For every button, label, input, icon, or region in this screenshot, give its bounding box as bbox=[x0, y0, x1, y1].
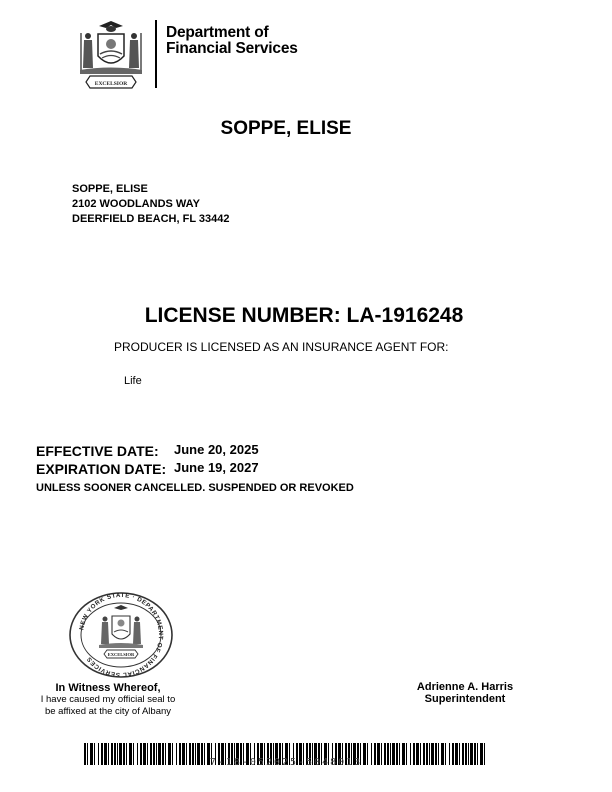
expiration-date-value: June 19, 2027 bbox=[174, 460, 259, 475]
address-city-state-zip: DEERFIELD BEACH, FL 33442 bbox=[72, 213, 230, 225]
signatory-name: Adrienne A. Harris bbox=[416, 681, 514, 693]
signatory-title: Superintendent bbox=[424, 693, 506, 705]
license-number: LICENSE NUMBER: LA-1916248 bbox=[144, 304, 464, 327]
address-name: SOPPE, ELISE bbox=[72, 183, 148, 195]
header-divider bbox=[155, 20, 157, 88]
effective-date-value: June 20, 2025 bbox=[174, 442, 259, 457]
coat-of-arms-logo-icon bbox=[76, 18, 146, 90]
witness-line-2: be affixed at the city of Albany bbox=[44, 706, 172, 717]
address-street: 2102 WOODLANDS WAY bbox=[72, 198, 200, 210]
producer-statement: PRODUCER IS LICENSED AS AN INSURANCE AGENT FOR: bbox=[114, 340, 449, 354]
official-seal-icon bbox=[69, 592, 173, 678]
coat-of-arms-banner-text: EXCELSIOR bbox=[94, 81, 128, 87]
effective-date-label: EFFECTIVE DATE: bbox=[36, 443, 159, 459]
seal-banner-text: EXCELSIOR bbox=[107, 652, 135, 657]
cancellation-notice: UNLESS SOONER CANCELLED. SUSPENDED OR REVOKED bbox=[36, 482, 354, 494]
barcode-text: 7-18-052025-5048013 bbox=[209, 757, 363, 768]
witness-title: In Witness Whereof, bbox=[55, 682, 161, 694]
line-of-authority: Life bbox=[124, 375, 142, 387]
licensee-name-title: SOPPE, ELISE bbox=[220, 118, 352, 139]
witness-line-1: I have caused my official seal to bbox=[40, 694, 176, 705]
department-name-line-1: Department of bbox=[166, 24, 269, 41]
department-name-line-2: Financial Services bbox=[166, 40, 298, 57]
expiration-date-label: EXPIRATION DATE: bbox=[36, 461, 167, 477]
seal-ring-text: NEW YORK STATE · DEPARTMENT OF FINANCIAL SERVICES bbox=[78, 592, 165, 678]
